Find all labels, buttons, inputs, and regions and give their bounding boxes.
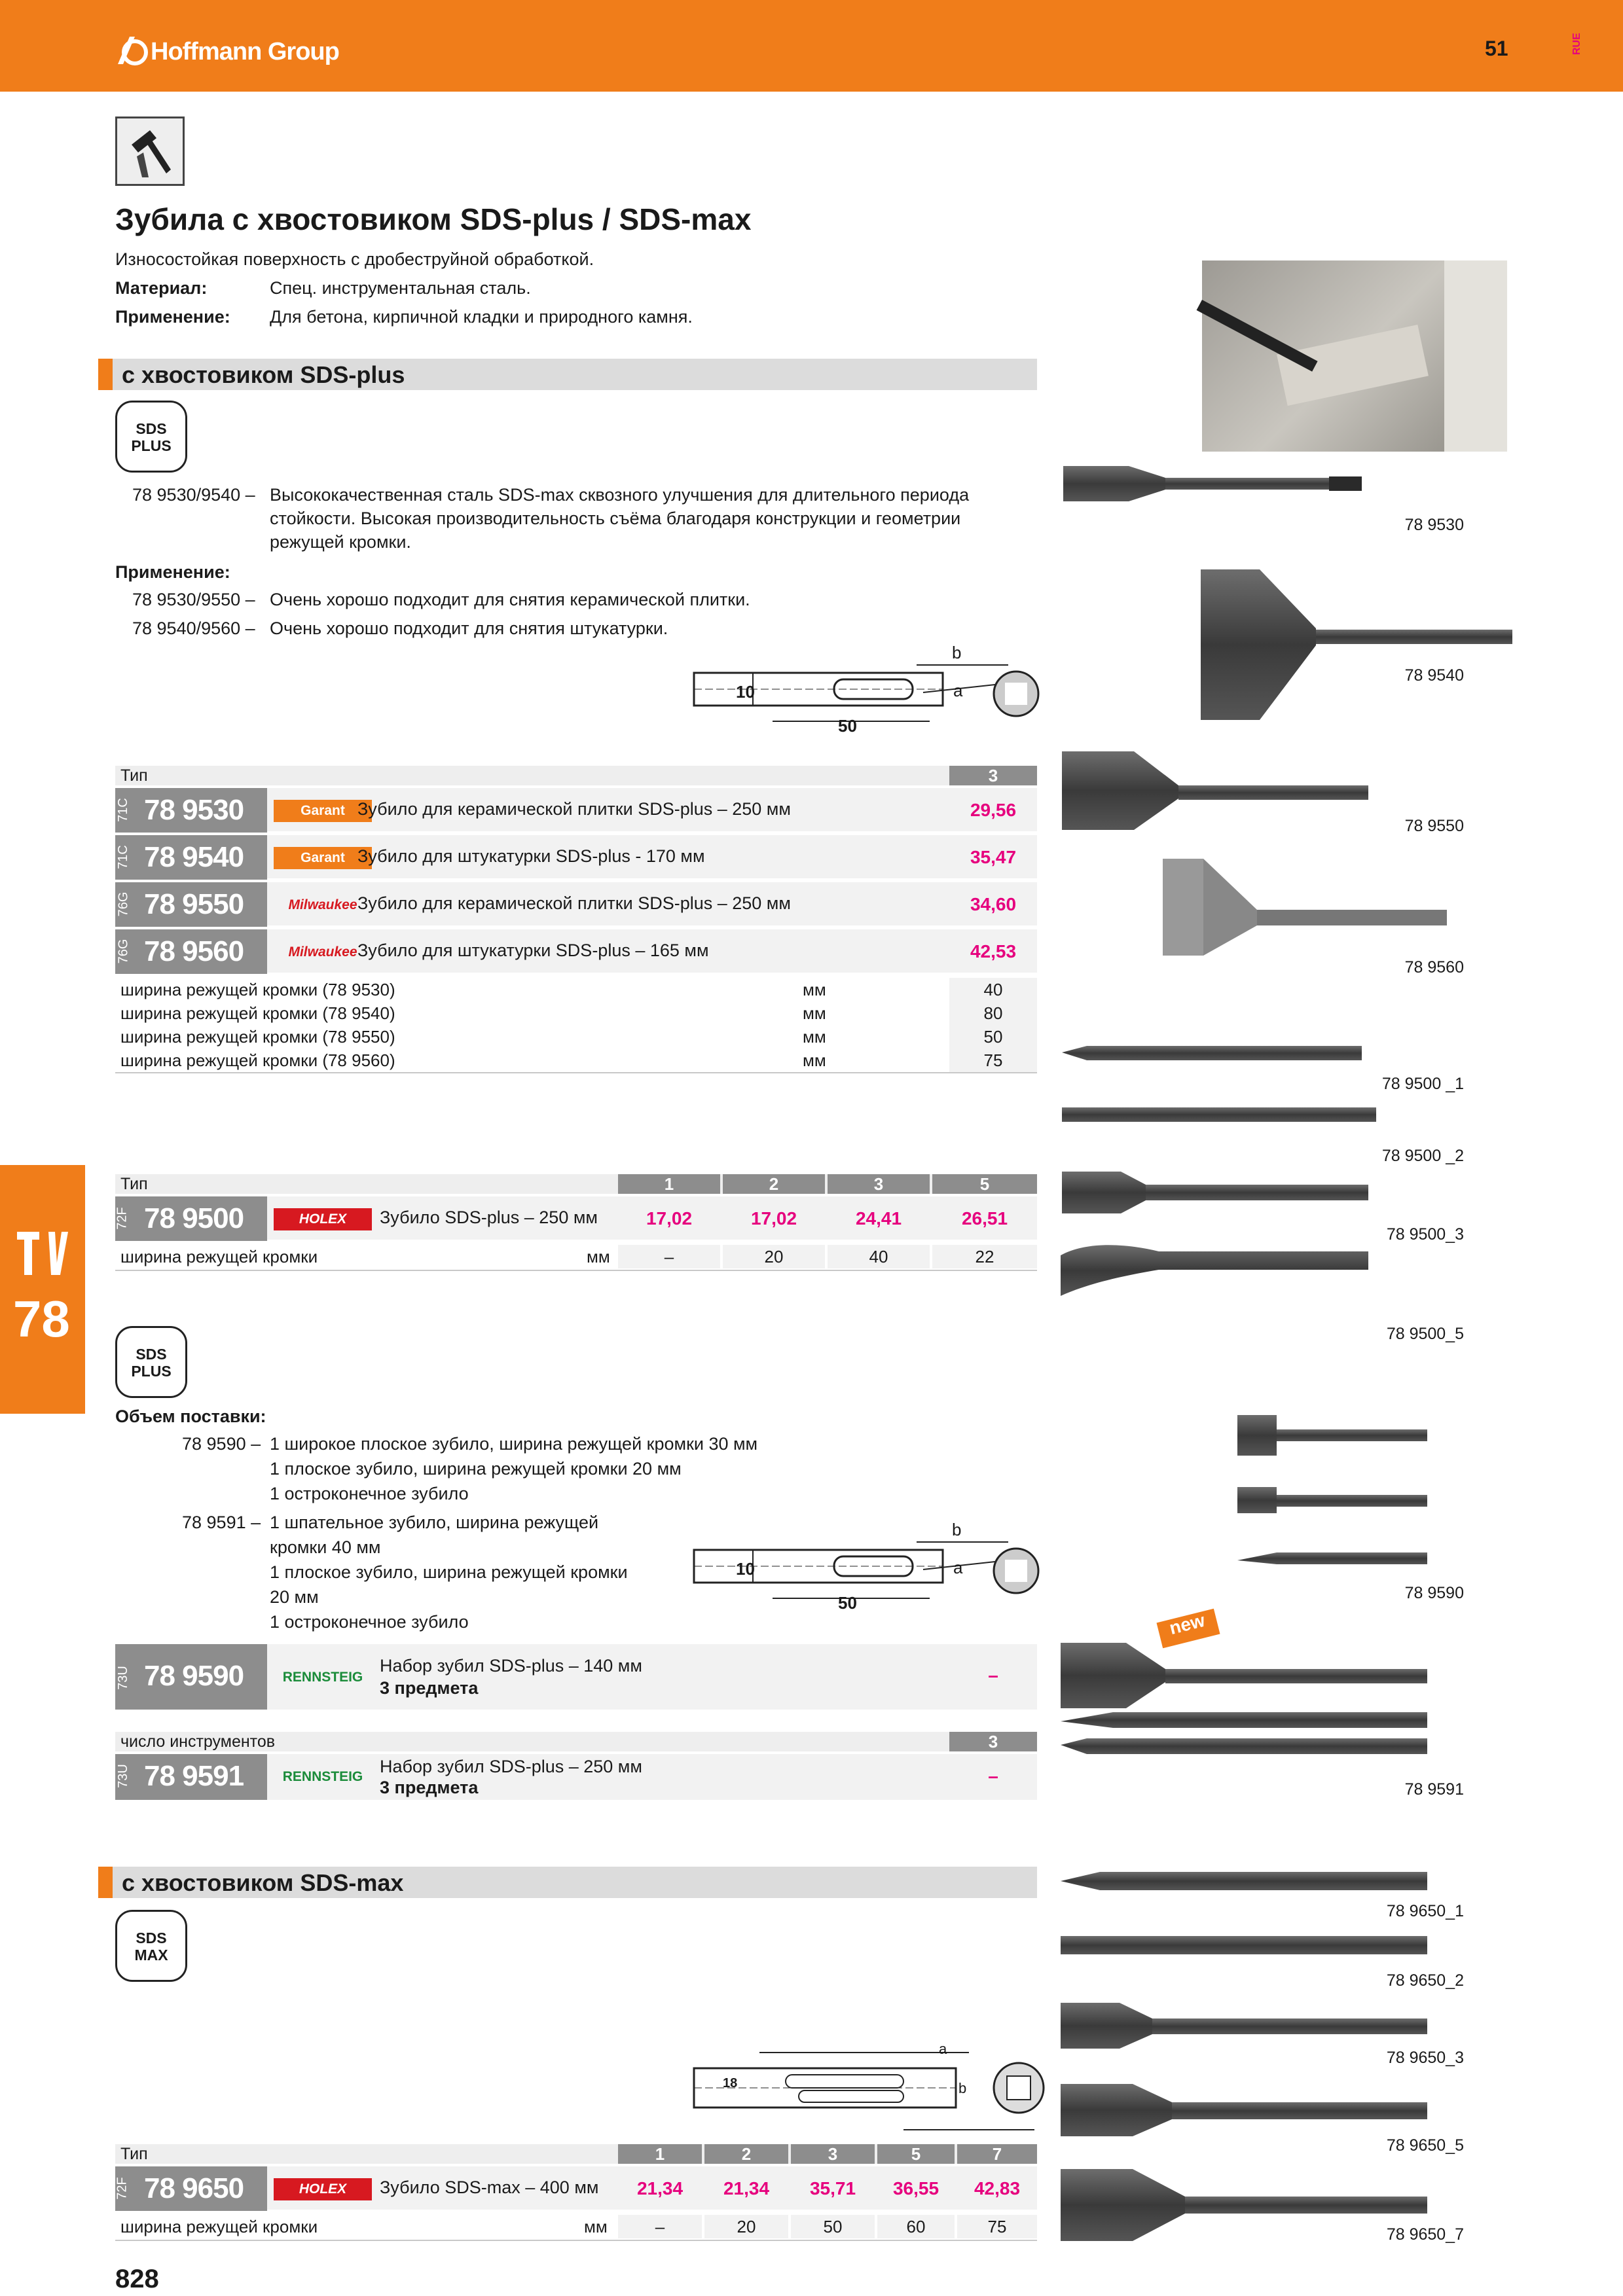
spec-label: ширина режущей кромки — [120, 1247, 318, 1266]
chisel-78-9530-image — [1063, 466, 1362, 501]
section-title: с хвостовиком SDS-max — [122, 1869, 404, 1896]
catalog-tag: 71C — [115, 798, 130, 822]
application-value: Для бетона, кирпичной кладки и природного камня. — [270, 307, 693, 327]
count-label: число инструментов — [120, 1732, 276, 1751]
chisel-78-9650-5-image — [1061, 2084, 1427, 2136]
catalog-tag: 73U — [115, 1764, 130, 1788]
table-row[interactable] — [115, 2166, 1037, 2211]
brand-logo: RENNSTEIG — [282, 1769, 363, 1784]
product-description: Зубило для керамической плитки SDS-plus – 250 мм — [357, 799, 791, 819]
divider — [115, 2240, 1037, 2241]
table-row[interactable] — [115, 1196, 1037, 1241]
catalog-tag: 72F — [115, 1207, 130, 1230]
spec-value: 40 — [949, 978, 1037, 1001]
spec-value: 50 — [791, 2215, 875, 2238]
chisel-78-9650-2-image — [1061, 1936, 1427, 1954]
image-caption: 78 9650_1 — [1386, 1902, 1464, 1920]
price: 42,53 — [970, 941, 1017, 961]
spec-value: 40 — [828, 1245, 930, 1268]
image-caption: 78 9550 — [1404, 817, 1464, 835]
count-value: 3 — [949, 1732, 1037, 1751]
price: 36,55 — [892, 2178, 939, 2198]
apply-code: 78 9530/9550 – — [132, 590, 255, 609]
col-header: 5 — [932, 1174, 1037, 1194]
article-code: 78 9560 — [144, 935, 244, 967]
apply-label: Применение: — [115, 562, 230, 582]
chisel-78-9560-image — [1163, 859, 1447, 956]
table-row[interactable] — [115, 882, 1037, 927]
chapter-tab[interactable] — [0, 1165, 85, 1414]
price: 17,02 — [646, 1208, 693, 1229]
article-code-box — [115, 2166, 267, 2211]
badge-line-1: SDS — [136, 1346, 167, 1363]
image-caption: 78 9530 — [1404, 516, 1464, 534]
spec-value: 75 — [949, 1049, 1037, 1072]
set-line: 20 мм — [270, 1587, 319, 1607]
catalog-tag: 76G — [116, 891, 131, 917]
hoffmann-logo-icon — [115, 31, 151, 67]
catalog-tag: 72F — [115, 2177, 130, 2200]
spec-value: 20 — [704, 2215, 788, 2238]
article-code-box — [115, 929, 267, 974]
col-header: 3 — [828, 1174, 930, 1194]
price: 21,34 — [723, 2178, 770, 2198]
image-caption: 78 9500 _1 — [1381, 1075, 1464, 1093]
dim-10: 10 — [736, 1559, 755, 1579]
article-code-box — [115, 882, 267, 927]
image-caption: 78 9650_2 — [1386, 1971, 1464, 1990]
article-code: 78 9530 — [144, 794, 244, 826]
category-icon-box — [115, 117, 185, 186]
spec-value: – — [618, 2215, 702, 2238]
chisel-78-9500-2-image — [1062, 1107, 1376, 1122]
chisel-78-9500-5-image — [1061, 1245, 1368, 1296]
price: – — [988, 1665, 998, 1685]
price: 42,83 — [974, 2178, 1021, 2198]
chapter-number: 78 — [13, 1290, 70, 1348]
image-caption: 78 9500 _2 — [1381, 1147, 1464, 1165]
badge-line-2: MAX — [134, 1946, 168, 1964]
badge-line-1: SDS — [136, 1929, 167, 1946]
price: 24,41 — [855, 1208, 902, 1229]
footer-page-number: 828 — [115, 2265, 159, 2293]
chisel-78-9540-image — [1201, 569, 1512, 720]
shank-drawing-sds-max — [681, 2042, 1054, 2140]
hammer-chisel-icon — [117, 118, 183, 184]
divider — [115, 1072, 1037, 1073]
product-description: Зубило для штукатурки SDS-plus – 165 мм — [357, 941, 709, 960]
product-description: Зубило SDS-plus – 250 мм — [380, 1208, 598, 1227]
spec-value: – — [618, 1245, 720, 1268]
spec-row — [115, 2215, 1037, 2240]
language-code: RUE — [1571, 33, 1582, 55]
image-caption: 78 9591 — [1404, 1780, 1464, 1799]
spec-label: ширина режущей кромки (78 9560) — [120, 1050, 395, 1070]
price: 29,56 — [970, 800, 1017, 820]
brand-logo: Milwaukee — [288, 944, 357, 960]
image-caption: 78 9650_3 — [1386, 2049, 1464, 2067]
type-label: Тип — [120, 1175, 148, 1193]
article-code: 78 9500 — [144, 1202, 244, 1234]
product-description: Зубило для штукатурки SDS-plus - 170 мм — [357, 846, 705, 866]
apply-code: 78 9540/9560 – — [132, 619, 255, 638]
spec-unit: мм — [803, 1003, 826, 1023]
chisel-78-9500-3-image — [1062, 1172, 1368, 1213]
catalog-tag: 73U — [115, 1666, 130, 1690]
article-code: 78 9550 — [144, 888, 244, 920]
product-images — [1048, 458, 1519, 2265]
divider — [115, 1270, 1037, 1271]
image-caption: 78 9650_5 — [1386, 2136, 1464, 2155]
application-photo — [1202, 260, 1507, 452]
product-subtitle: 3 предмета — [380, 1678, 479, 1698]
article-code: 78 9650 — [144, 2172, 244, 2204]
col-header: 3 — [791, 2144, 875, 2164]
material-label: Материал: — [115, 278, 208, 298]
spec-unit: мм — [803, 980, 826, 999]
table-row[interactable] — [115, 1644, 1037, 1710]
article-code-box — [115, 835, 267, 880]
brand-logo: RENNSTEIG — [282, 1670, 363, 1685]
spec-value: 60 — [877, 2215, 955, 2238]
badge-line-2: PLUS — [131, 1363, 172, 1380]
image-caption: 78 9540 — [1404, 666, 1464, 685]
dim-b: b — [952, 1520, 962, 1539]
article-code-box — [115, 1754, 267, 1800]
catalog-tag: 71C — [115, 845, 130, 869]
type-label: Тип — [120, 766, 148, 785]
tools-icon — [14, 1228, 71, 1280]
chisel-78-9500-1-image — [1062, 1046, 1362, 1060]
dim-a: a — [953, 681, 963, 700]
spec-unit: мм — [587, 1247, 610, 1266]
product-description: Зубило для керамической плитки SDS-plus – 250 мм — [357, 893, 791, 913]
table-row[interactable] — [115, 929, 1037, 974]
spec-unit: мм — [803, 1027, 826, 1047]
spec-label: ширина режущей кромки — [120, 2217, 318, 2236]
article-code: 78 9591 — [144, 1760, 244, 1792]
spec-unit: мм — [584, 2217, 608, 2236]
image-caption: 78 9500_5 — [1386, 1325, 1464, 1343]
spec-label: ширина режущей кромки (78 9530) — [120, 980, 395, 999]
para-code: 78 9530/9540 – — [132, 485, 255, 505]
section-title: с хвостовиком SDS-plus — [122, 361, 405, 388]
brand-logo: HOLEX — [274, 2178, 372, 2200]
product-description: Набор зубил SDS-plus – 250 мм — [380, 1757, 642, 1776]
table-row[interactable] — [115, 1754, 1037, 1800]
application-label: Применение: — [115, 307, 230, 327]
dim-18: 18 — [723, 2076, 738, 2090]
badge-line-1: SDS — [136, 420, 167, 437]
chisel-78-9650-3-image — [1061, 2003, 1427, 2049]
set-line: 1 широкое плоское зубило, ширина режущей кромки 30 мм — [270, 1434, 758, 1454]
spec-row — [115, 1245, 1037, 1270]
section-bar-sds-max — [98, 1867, 1037, 1898]
para-line: Высококачественная сталь SDS-max сквозного улучшения для длительного периода — [270, 485, 970, 505]
count-row — [115, 1732, 1037, 1751]
image-caption: 78 9560 — [1404, 958, 1464, 977]
price: 34,60 — [970, 894, 1017, 914]
image-caption: 78 9500_3 — [1386, 1225, 1464, 1244]
chisel-set-78-9591-image — [1061, 1643, 1427, 1754]
brand-logo-text: Hoffmann Group — [151, 38, 339, 65]
spec-label: ширина режущей кромки (78 9540) — [120, 1003, 395, 1023]
price: 26,51 — [961, 1208, 1008, 1229]
article-code-box — [115, 788, 267, 833]
price: 35,47 — [970, 847, 1017, 867]
col-header: 2 — [704, 2144, 788, 2164]
set-code: 78 9591 – — [182, 1513, 261, 1532]
table-header — [115, 2144, 1037, 2164]
spec-value: 75 — [957, 2215, 1037, 2238]
dim-50: 50 — [838, 1593, 857, 1613]
apply-text: Очень хорошо подходит для снятия керамической плитки. — [270, 590, 750, 609]
price: 35,71 — [809, 2178, 856, 2198]
table-header — [115, 1174, 1037, 1194]
col-header: 5 — [877, 2144, 955, 2164]
table-row[interactable] — [115, 788, 1037, 833]
image-caption: 78 9590 — [1404, 1584, 1464, 1602]
dim-a: a — [939, 2041, 947, 2057]
brand-logo: HOLEX — [274, 1208, 372, 1230]
para-line: режущей кромки. — [270, 532, 411, 552]
page-number: 51 — [1485, 37, 1508, 60]
page-title: Зубила с хвостовиком SDS-plus / SDS-max — [115, 202, 752, 236]
product-description: Набор зубил SDS-plus – 140 мм — [380, 1656, 642, 1676]
apply-text: Очень хорошо подходит для снятия штукатурки. — [270, 619, 668, 638]
sds-max-badge — [115, 1910, 187, 1982]
price: – — [988, 1766, 998, 1786]
type-label: Тип — [120, 2145, 148, 2163]
dim-b: b — [952, 643, 962, 662]
price: 21,34 — [636, 2178, 684, 2198]
dim-10: 10 — [736, 682, 755, 702]
material-value: Спец. инструментальная сталь. — [270, 278, 531, 298]
scope-label: Объем поставки: — [115, 1407, 266, 1426]
new-badge: new — [1167, 1609, 1207, 1639]
article-code: 78 9590 — [144, 1660, 244, 1692]
dim-b: b — [958, 2080, 967, 2096]
set-line: 1 остроконечное зубило — [270, 1612, 469, 1632]
sds-plus-badge — [115, 401, 187, 473]
dim-50: 50 — [838, 716, 857, 736]
brand-logo: Garant — [274, 847, 372, 869]
chisel-set-78-9590-image — [1237, 1415, 1427, 1564]
set-line: 1 плоское зубило, ширина режущей кромки — [270, 1562, 628, 1582]
spec-label: ширина режущей кромки (78 9550) — [120, 1027, 395, 1047]
set-code: 78 9590 – — [182, 1434, 261, 1454]
set-line: 1 плоское зубило, ширина режущей кромки 20 мм — [270, 1459, 682, 1479]
spec-value: 50 — [949, 1025, 1037, 1049]
catalog-tag: 76G — [116, 939, 131, 964]
sds-plus-badge — [115, 1326, 187, 1398]
badge-line-2: PLUS — [131, 437, 172, 454]
col-header: 1 — [618, 1174, 720, 1194]
image-caption: 78 9650_7 — [1386, 2225, 1464, 2244]
spec-value: 20 — [723, 1245, 825, 1268]
col-header: 7 — [957, 2144, 1037, 2164]
spec-unit: мм — [803, 1050, 826, 1070]
price: 17,02 — [750, 1208, 797, 1229]
table-row[interactable] — [115, 835, 1037, 880]
dim-a: a — [953, 1558, 963, 1577]
set-line: кромки 40 мм — [270, 1537, 381, 1557]
product-subtitle: 3 предмета — [380, 1778, 479, 1797]
article-code-box — [115, 1196, 267, 1241]
chisel-78-9650-1-image — [1061, 1872, 1427, 1890]
spec-value: 80 — [949, 1001, 1037, 1025]
section-bar-sds-plus — [98, 359, 1037, 390]
set-line: 1 остроконечное зубило — [270, 1484, 469, 1503]
brand-logo: Milwaukee — [288, 897, 357, 912]
product-description: Зубило SDS-max – 400 мм — [380, 2178, 599, 2197]
brand-logo: Garant — [274, 800, 372, 822]
col-header: 2 — [723, 1174, 825, 1194]
set-line: 1 шпательное зубило, ширина режущей — [270, 1513, 599, 1532]
qty-header: 3 — [949, 766, 1037, 785]
article-code: 78 9540 — [144, 841, 244, 873]
article-code-box — [115, 1644, 267, 1710]
intro-line: Износостойкая поверхность с дробеструйной обработкой. — [115, 249, 594, 269]
para-line: стойкости. Высокая производительность съёма благодаря конструкции и геометрии — [270, 509, 961, 528]
spec-value: 22 — [932, 1245, 1037, 1268]
col-header: 1 — [618, 2144, 702, 2164]
table-header — [115, 766, 1037, 785]
